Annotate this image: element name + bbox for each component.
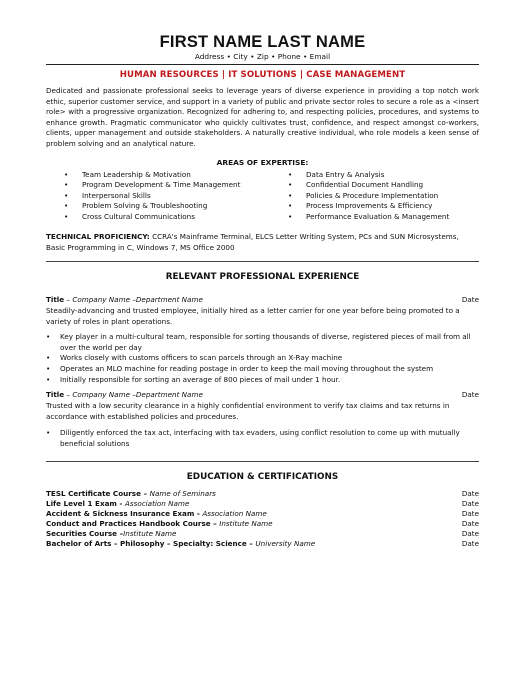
section-divider (46, 461, 479, 462)
contact-line: Address • City • Zip • Phone • Email (194, 52, 331, 61)
job-bullet: • Diligently enforced the tax act, interfacing with tax evaders, using conflict resolution to come up with mutually beneficial solutions (46, 428, 460, 448)
education-org: Association Name (124, 499, 190, 508)
bullet-icon: • (64, 190, 69, 200)
bullet-icon: • (64, 180, 69, 190)
expertise-item: • Problem Solving & Troubleshooting (64, 201, 208, 211)
bullet-icon: • (288, 190, 293, 200)
job-bullets (46, 332, 479, 386)
summary-paragraph: Dedicated and passionate professional seeks to leverage years of diverse experience in providing a top notch work ethic, superior customer service, and support in a variety of public and private sector roles to secure a role as a <insert role> with a progressive organization. Recognized for adhering to, and respecting policies, procedures, and systems to enhance growth. Pragmatic communicator who quickly cultivates trust, confidence, and respect amongst co-workers, clients, upper management and outside stakeholders. A naturally creative individual, who role models a keen sense of problem solving and an analytical nature. (46, 86, 479, 148)
bullet-icon: • (288, 170, 293, 179)
job-title-line (46, 390, 479, 400)
education-name: Life Level 1 Exam (46, 499, 117, 508)
bullet-icon: • (288, 201, 293, 211)
job-bullet: • Initially responsible for sorting an average of 800 pieces of mail under 1 hour. (46, 374, 341, 384)
education-name: Securities Course (46, 529, 118, 538)
education-date: Date (461, 499, 479, 508)
job-date: Date (461, 295, 479, 304)
expertise-item: • Performance Evaluation & Management (288, 211, 450, 221)
education-org: Association Name (202, 509, 267, 518)
section-divider (46, 261, 479, 262)
bullet-icon: • (46, 428, 51, 437)
bullet-icon: • (46, 364, 51, 374)
expertise-item: • Program Development & Time Management (64, 180, 241, 190)
job-separator: – (64, 295, 73, 304)
education-org: Name of Seminars (149, 489, 216, 498)
expertise-item: • Policies & Procedure Implementation (288, 190, 439, 200)
bullet-icon: • (46, 332, 51, 341)
education-date: Date (461, 489, 479, 498)
technical-proficiency (46, 232, 479, 253)
job-bullet: • Works closely with customs officers to scan parcels through an X-Ray machine (46, 353, 343, 363)
expertise-left-column (64, 170, 240, 222)
job-bullet: • Key player in a multi-cultural team, responsible for sorting thousands of diverse, registered pieces of mail from all over the world per day (46, 332, 471, 352)
education-item: TESL Certificate Course – Name of Seminars Date (46, 489, 479, 498)
job-separator: – (64, 390, 73, 399)
expertise-item: • Cross Cultural Communications (64, 211, 195, 221)
expertise-heading: AREAS OF EXPERTISE: (216, 158, 309, 167)
candidate-name: FIRST NAME LAST NAME (159, 33, 366, 51)
job-company: Company Name –Department Name (72, 390, 203, 399)
education-item: Accident & Sickness Insurance Exam - Association Name Date (46, 509, 479, 518)
education-name: Accident & Sickness Insurance Exam (46, 509, 195, 518)
bullet-icon: • (64, 170, 69, 179)
bullet-icon: • (46, 374, 51, 384)
bullet-icon: • (64, 211, 69, 221)
job-date: Date (461, 390, 479, 399)
job-bullet: • Operates an MLO machine for reading postage in order to keep the mail moving throughout the system (46, 364, 434, 374)
education-item: Securities Course –Institute Name Date (46, 529, 479, 538)
education-item: Life Level 1 Exam - Association Name Date (46, 499, 479, 508)
expertise-item: • Confidential Document Handling (288, 180, 424, 190)
expertise-item: • Process Improvements & Efficiency (288, 201, 433, 211)
bullet-icon: • (46, 353, 51, 363)
headline: HUMAN RESOURCES | IT SOLUTIONS | CASE MANAGEMENT (119, 70, 406, 80)
bullet-icon: • (64, 201, 69, 211)
education-name: TESL Certificate Course (46, 489, 141, 498)
education-date: Date (461, 529, 479, 538)
expertise-item: • Interpersonal Skills (64, 190, 151, 200)
header-divider (46, 64, 479, 65)
job-title: Title (46, 390, 65, 399)
education-date: Date (461, 519, 479, 528)
job-description: Trusted with a low security clearance in a highly confidential environment to verify tax claims and tax returns in accordance with established policies and procedures. (46, 401, 450, 421)
expertise-right-column (288, 170, 449, 222)
job-bullets (46, 428, 479, 449)
education-org: University Name (255, 539, 316, 548)
education-date: Date (461, 509, 479, 518)
job-title: Title (46, 295, 65, 304)
expertise-item: • Data Entry & Analysis (288, 170, 385, 179)
technical-label: TECHNICAL PROFICIENCY: (46, 232, 150, 241)
experience-heading: RELEVANT PROFESSIONAL EXPERIENCE (165, 272, 360, 282)
education-name: Conduct and Practices Handbook Course (46, 519, 211, 528)
education-date: Date (461, 539, 479, 548)
job-description: Steadily-advancing and trusted employee, initially hired as a letter carrier for one year before being promoted to a variety of roles in plant operations. (46, 306, 460, 326)
education-heading: EDUCATION & CERTIFICATIONS (186, 472, 339, 482)
education-org: Institute Name (123, 529, 177, 538)
job-company: Company Name –Department Name (72, 295, 203, 304)
technical-text: CCRA's Mainframe Terminal, ELCS Letter Writing System, PCs and SUN Microsystems, Basic Programming in C, Windows 7, MS Office 2000 (46, 232, 459, 252)
job-title-line (46, 295, 479, 305)
education-org: Institute Name (219, 519, 273, 528)
expertise-item: • Team Leadership & Motivation (64, 170, 191, 179)
education-name: Bachelor of Arts – Philosophy – Specialty: Science (46, 539, 247, 548)
bullet-icon: • (288, 180, 293, 190)
education-item: Conduct and Practices Handbook Course – Institute Name Date (46, 519, 479, 528)
bullet-icon: • (288, 211, 293, 221)
education-item: Bachelor of Arts – Philosophy – Specialty: Science – University Name Date (46, 539, 479, 548)
